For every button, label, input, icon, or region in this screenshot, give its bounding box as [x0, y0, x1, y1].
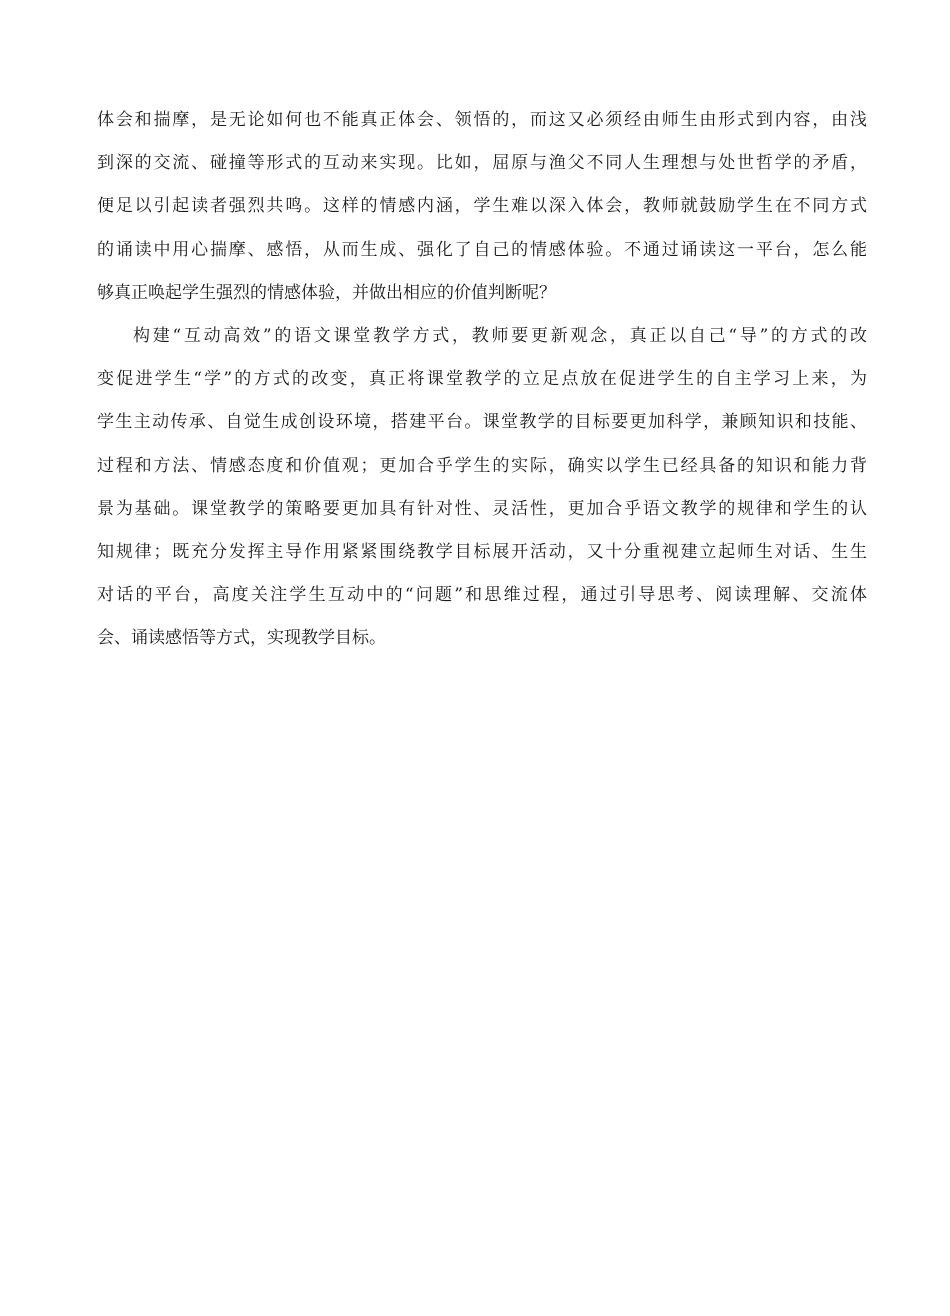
- text-line: 知规律；既充分发挥主导作用紧紧围绕教学目标展开活动，又十分重视建立起师生对话、生生: [97, 541, 867, 562]
- paragraph-2: [97, 321, 867, 653]
- text-line: 会、诵读感悟等方式，实现教学目标。: [97, 628, 386, 649]
- text-line: 过程和方法、情感态度和价值观；更加合乎学生的实际，确实以学生已经具备的知识和能力背: [97, 455, 867, 476]
- text-line: 学生主动传承、自觉生成创设环境，搭建平台。课堂教学的目标要更加科学，兼顾知识和技能、: [97, 412, 867, 433]
- text-line: 便足以引起读者强烈共鸣。这样的情感内涵，学生难以深入体会，教师就鼓励学生在不同方式: [97, 196, 867, 217]
- text-line: 体会和揣摩，是无论如何也不能真正体会、领悟的，而这又必须经由师生由形式到内容，由浅: [97, 110, 867, 130]
- text-line: 够真正唤起学生强烈的情感体验，并做出相应的价值判断呢？: [97, 282, 556, 303]
- text-line: 变促进学生“学”的方式的改变，真正将课堂教学的立足点放在促进学生的自主学习上来，为: [97, 369, 867, 390]
- text-line: 的诵读中用心揣摩、感悟，从而生成、强化了自己的情感体验。不通过诵读这一平台，怎么能: [97, 239, 867, 260]
- paragraph-1: [97, 105, 867, 308]
- document-body: [97, 105, 867, 666]
- text-line: 构建“互动高效”的语文课堂教学方式，教师要更新观念，真正以自己“导”的方式的改: [133, 325, 867, 346]
- text-line: 景为基础。课堂教学的策略要更加具有针对性、灵活性，更加合乎语文教学的规律和学生的认: [97, 498, 867, 519]
- text-line: 到深的交流、碰撞等形式的互动来实现。比如，屈原与渔父不同人生理想与处世哲学的矛盾，: [97, 153, 867, 174]
- text-line: 对话的平台，高度关注学生互动中的“问题”和思维过程，通过引导思考、阅读理解、交流体: [97, 585, 867, 606]
